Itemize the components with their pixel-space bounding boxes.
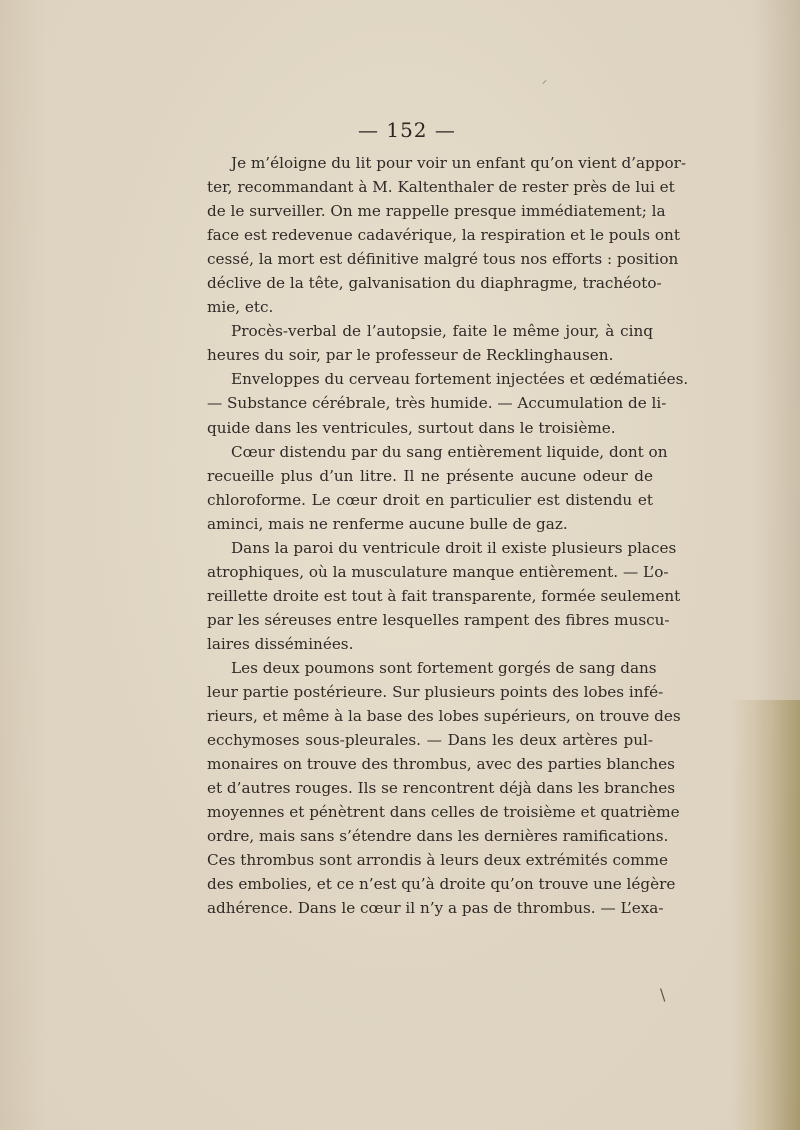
page-number: — 152 — [358, 118, 456, 142]
text-line: par les séreuses entre lesquelles rampent des fibres muscu- [207, 610, 670, 629]
text-line: atrophiques, où la musculature manque entièrement. — L’o- [207, 562, 669, 581]
text-line: laires disséminées. [207, 634, 354, 653]
text-line: quide dans les ventricules, surtout dans le troisième. [207, 418, 616, 437]
text-line: chloroforme. Le cœur droit en particulier est distendu et [207, 490, 653, 509]
text-line: déclive de la tête, galvanisation du diaphragme, trachéoto- [207, 274, 662, 293]
text-line: heures du soir, par le professeur de Recklinghausen. [207, 346, 614, 365]
text-line: leur partie postérieure. Sur plusieurs points des lobes infé- [207, 683, 664, 702]
text-line: ordre, mais sans s’étendre dans les dernières ramifications. [207, 827, 669, 846]
text-line: ter, recommandant à M. Kaltenthaler de rester près de lui et [207, 178, 675, 197]
text-line: des embolies, et ce n’est qu’à droite qu’on trouve une légère [207, 875, 676, 894]
text-line: moyennes et pénètrent dans celles de troisième et quatrième [207, 803, 680, 822]
text-line: adhérence. Dans le cœur il n’y a pas de thrombus. — L’exa- [207, 899, 664, 918]
ink-speck: \ [660, 985, 666, 1004]
text-line: et d’autres rouges. Ils se rencontrent déjà dans les branches [207, 779, 676, 798]
text-line: Ces thrombus sont arrondis à leurs deux extrémités comme [207, 851, 668, 870]
text-line: mie, etc. [207, 298, 274, 317]
text-line: rieurs, et même à la base des lobes supérieurs, on trouve des [207, 707, 681, 726]
text-line: Dans la paroi du ventricule droit il existe plusieurs places [231, 538, 677, 557]
text-line: cessé, la mort est définitive malgré tous nos efforts : position [207, 250, 679, 269]
body-text [207, 151, 689, 921]
ink-speck: ⸝ [542, 75, 547, 86]
text-line: Procès-verbal de l’autopsie, faite le même jour, à cinq [231, 322, 653, 341]
page-edge-stain [730, 700, 800, 1130]
text-line: recueille plus d’un litre. Il ne présente aucune odeur de [207, 466, 653, 485]
text-line: Enveloppes du cerveau fortement injectées et œdématiées. [231, 370, 689, 389]
text-line: — Substance cérébrale, très humide. — Accumulation de li- [207, 394, 667, 413]
text-line: de le surveiller. On me rappelle presque immédiatement; la [207, 202, 666, 221]
text-line: Je m’éloigne du lit pour voir un enfant qu’on vient d’appor- [231, 154, 687, 172]
text-line: Les deux poumons sont fortement gorgés de sang dans [231, 658, 657, 677]
text-line: ecchymoses sous-pleurales. — Dans les deux artères pul- [207, 731, 653, 750]
text-line: face est redevenue cadavérique, la respiration et le pouls ont [207, 226, 680, 245]
text-line: Cœur distendu par du sang entièrement liquide, dont on [231, 442, 668, 461]
text-line: monaires on trouve des thrombus, avec des parties blanches [207, 755, 675, 774]
text-line: aminci, mais ne renferme aucune bulle de gaz. [207, 514, 568, 533]
text-line: reillette droite est tout à fait transparente, formée seulement [207, 586, 681, 605]
